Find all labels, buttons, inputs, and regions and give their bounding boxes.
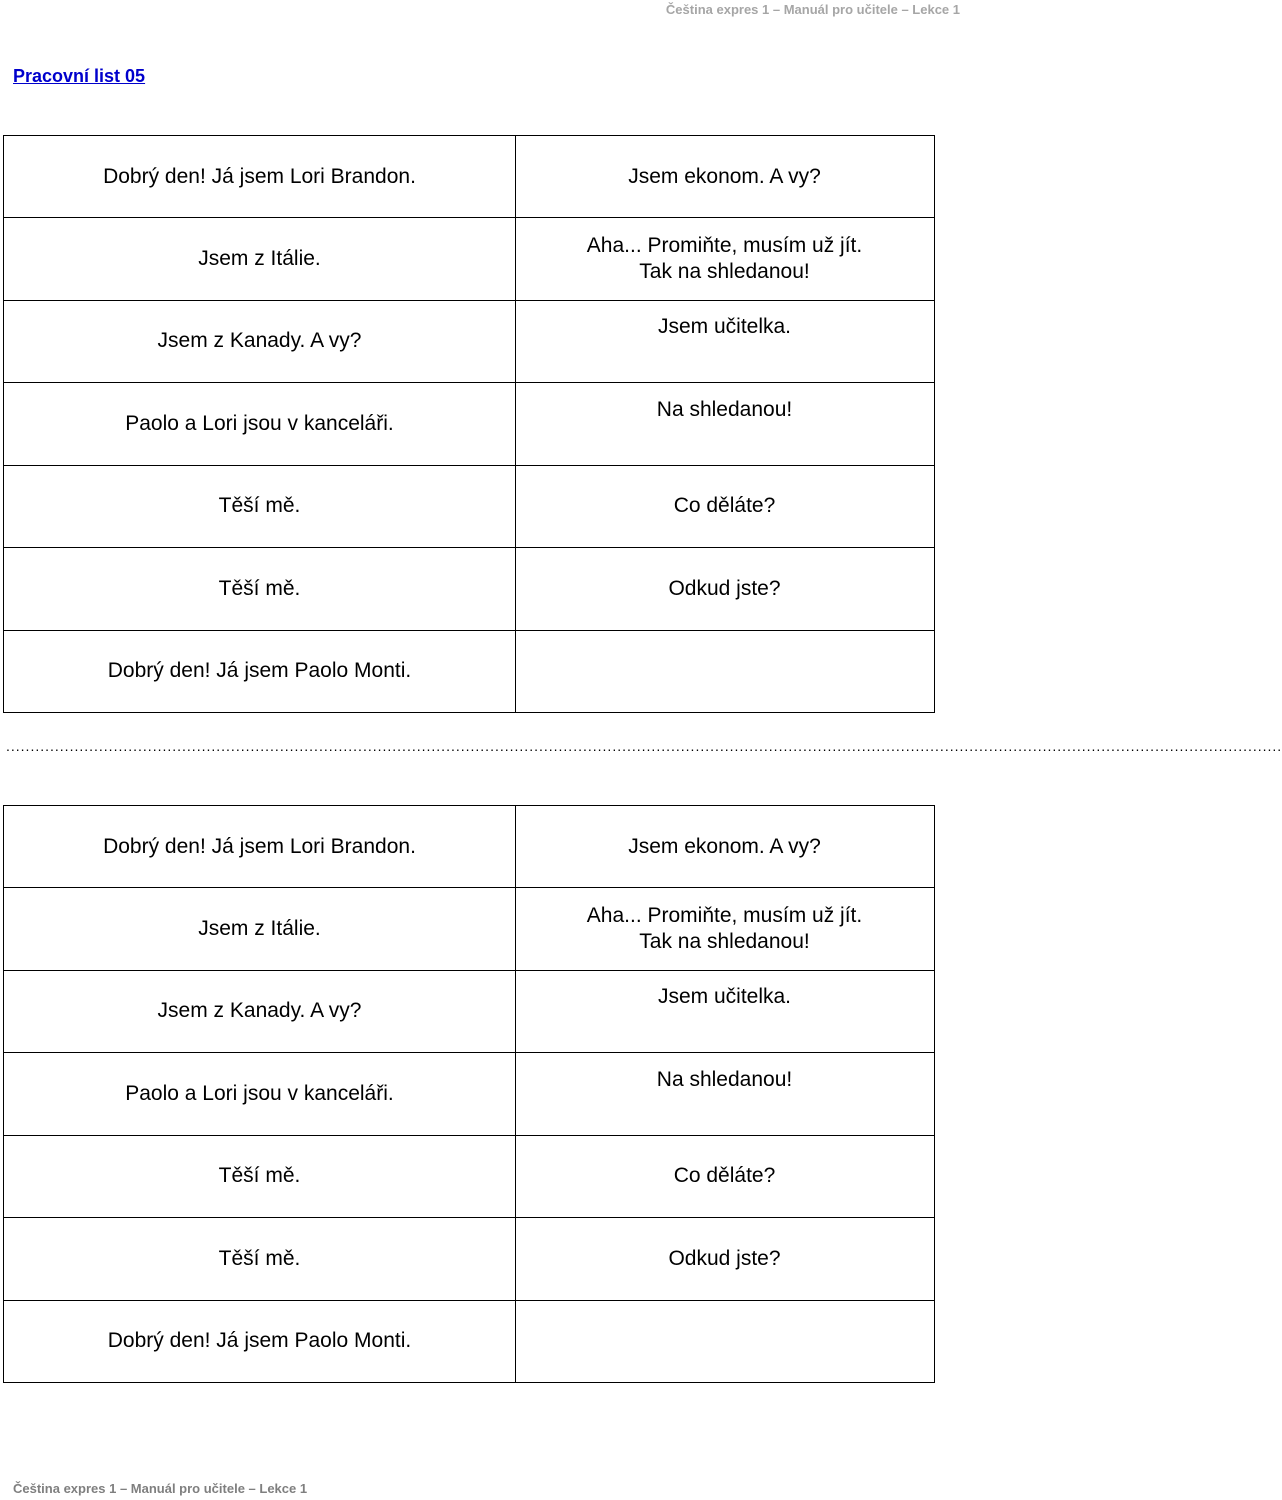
card-text: Jsem z Kanady. A vy? [157,999,362,1022]
left-card [3,300,516,383]
card-text: Tak na shledanou! [639,930,810,953]
card-text: Aha... Promiňte, musím už jít. [586,904,863,927]
right-card [515,1135,935,1218]
footer-note: Čeština expres 1 – Manuál pro učitele – Lekce 1 [13,1481,308,1496]
right-card [515,1053,935,1136]
card-text: Těší mě. [218,494,301,517]
card-text: Odkud jste? [668,577,781,600]
left-card [3,1053,516,1136]
card-text: Paolo a Lori jsou v kanceláři. [125,412,394,435]
card-text: Jsem ekonom. A vy? [628,164,821,188]
left-card [3,218,516,301]
left-card [3,970,516,1053]
card-text: Na shledanou! [656,1068,793,1091]
worksheet-title: Pracovní list 05 [13,66,146,86]
right-card [515,1300,935,1383]
right-card [515,135,935,218]
card-text: Co děláte? [673,1164,776,1187]
left-card [3,1218,516,1301]
card-text: Paolo a Lori jsou v kanceláři. [125,1082,394,1105]
left-card [3,805,516,888]
card-text: Jsem učitelka. [657,315,792,338]
card-text: Co děláte? [673,494,776,517]
card-text: Dobrý den! Já jsem Paolo Monti. [107,1329,412,1352]
right-card [515,218,935,301]
card-text: Dobrý den! Já jsem Lori Brandon. [103,834,416,858]
left-card [3,135,516,218]
card-text: Těší mě. [218,1247,301,1270]
card-text: Na shledanou! [656,398,793,421]
right-card [515,970,935,1053]
left-card [3,630,516,713]
card-text: Aha... Promiňte, musím už jít. [586,234,863,257]
left-card [3,888,516,971]
card-text: Jsem učitelka. [657,985,792,1008]
left-card [3,1300,516,1383]
left-card [3,465,516,548]
right-card [515,300,935,383]
header-note: Čeština expres 1 – Manuál pro učitele – Lekce 1 [665,2,960,17]
right-card [515,548,935,631]
card-text: Těší mě. [218,577,301,600]
right-card [515,630,935,713]
card-text: Tak na shledanou! [639,260,810,283]
left-card [3,383,516,466]
card-text: Jsem z Itálie. [198,917,321,940]
card-text: Jsem z Kanady. A vy? [157,329,362,352]
card-text: Dobrý den! Já jsem Lori Brandon. [103,164,416,188]
right-card [515,888,935,971]
card-text: Odkud jste? [668,1247,781,1270]
left-card [3,1135,516,1218]
right-card [515,805,935,888]
right-card [515,1218,935,1301]
card-text: Těší mě. [218,1164,301,1187]
left-card [3,548,516,631]
right-card [515,465,935,548]
card-text: Dobrý den! Já jsem Paolo Monti. [107,659,412,682]
card-text: Jsem z Itálie. [198,247,321,270]
card-text: Jsem ekonom. A vy? [628,834,821,858]
right-card [515,383,935,466]
cut-line: ..................................................................................................................................................................................................................................................................... [6,738,1282,754]
